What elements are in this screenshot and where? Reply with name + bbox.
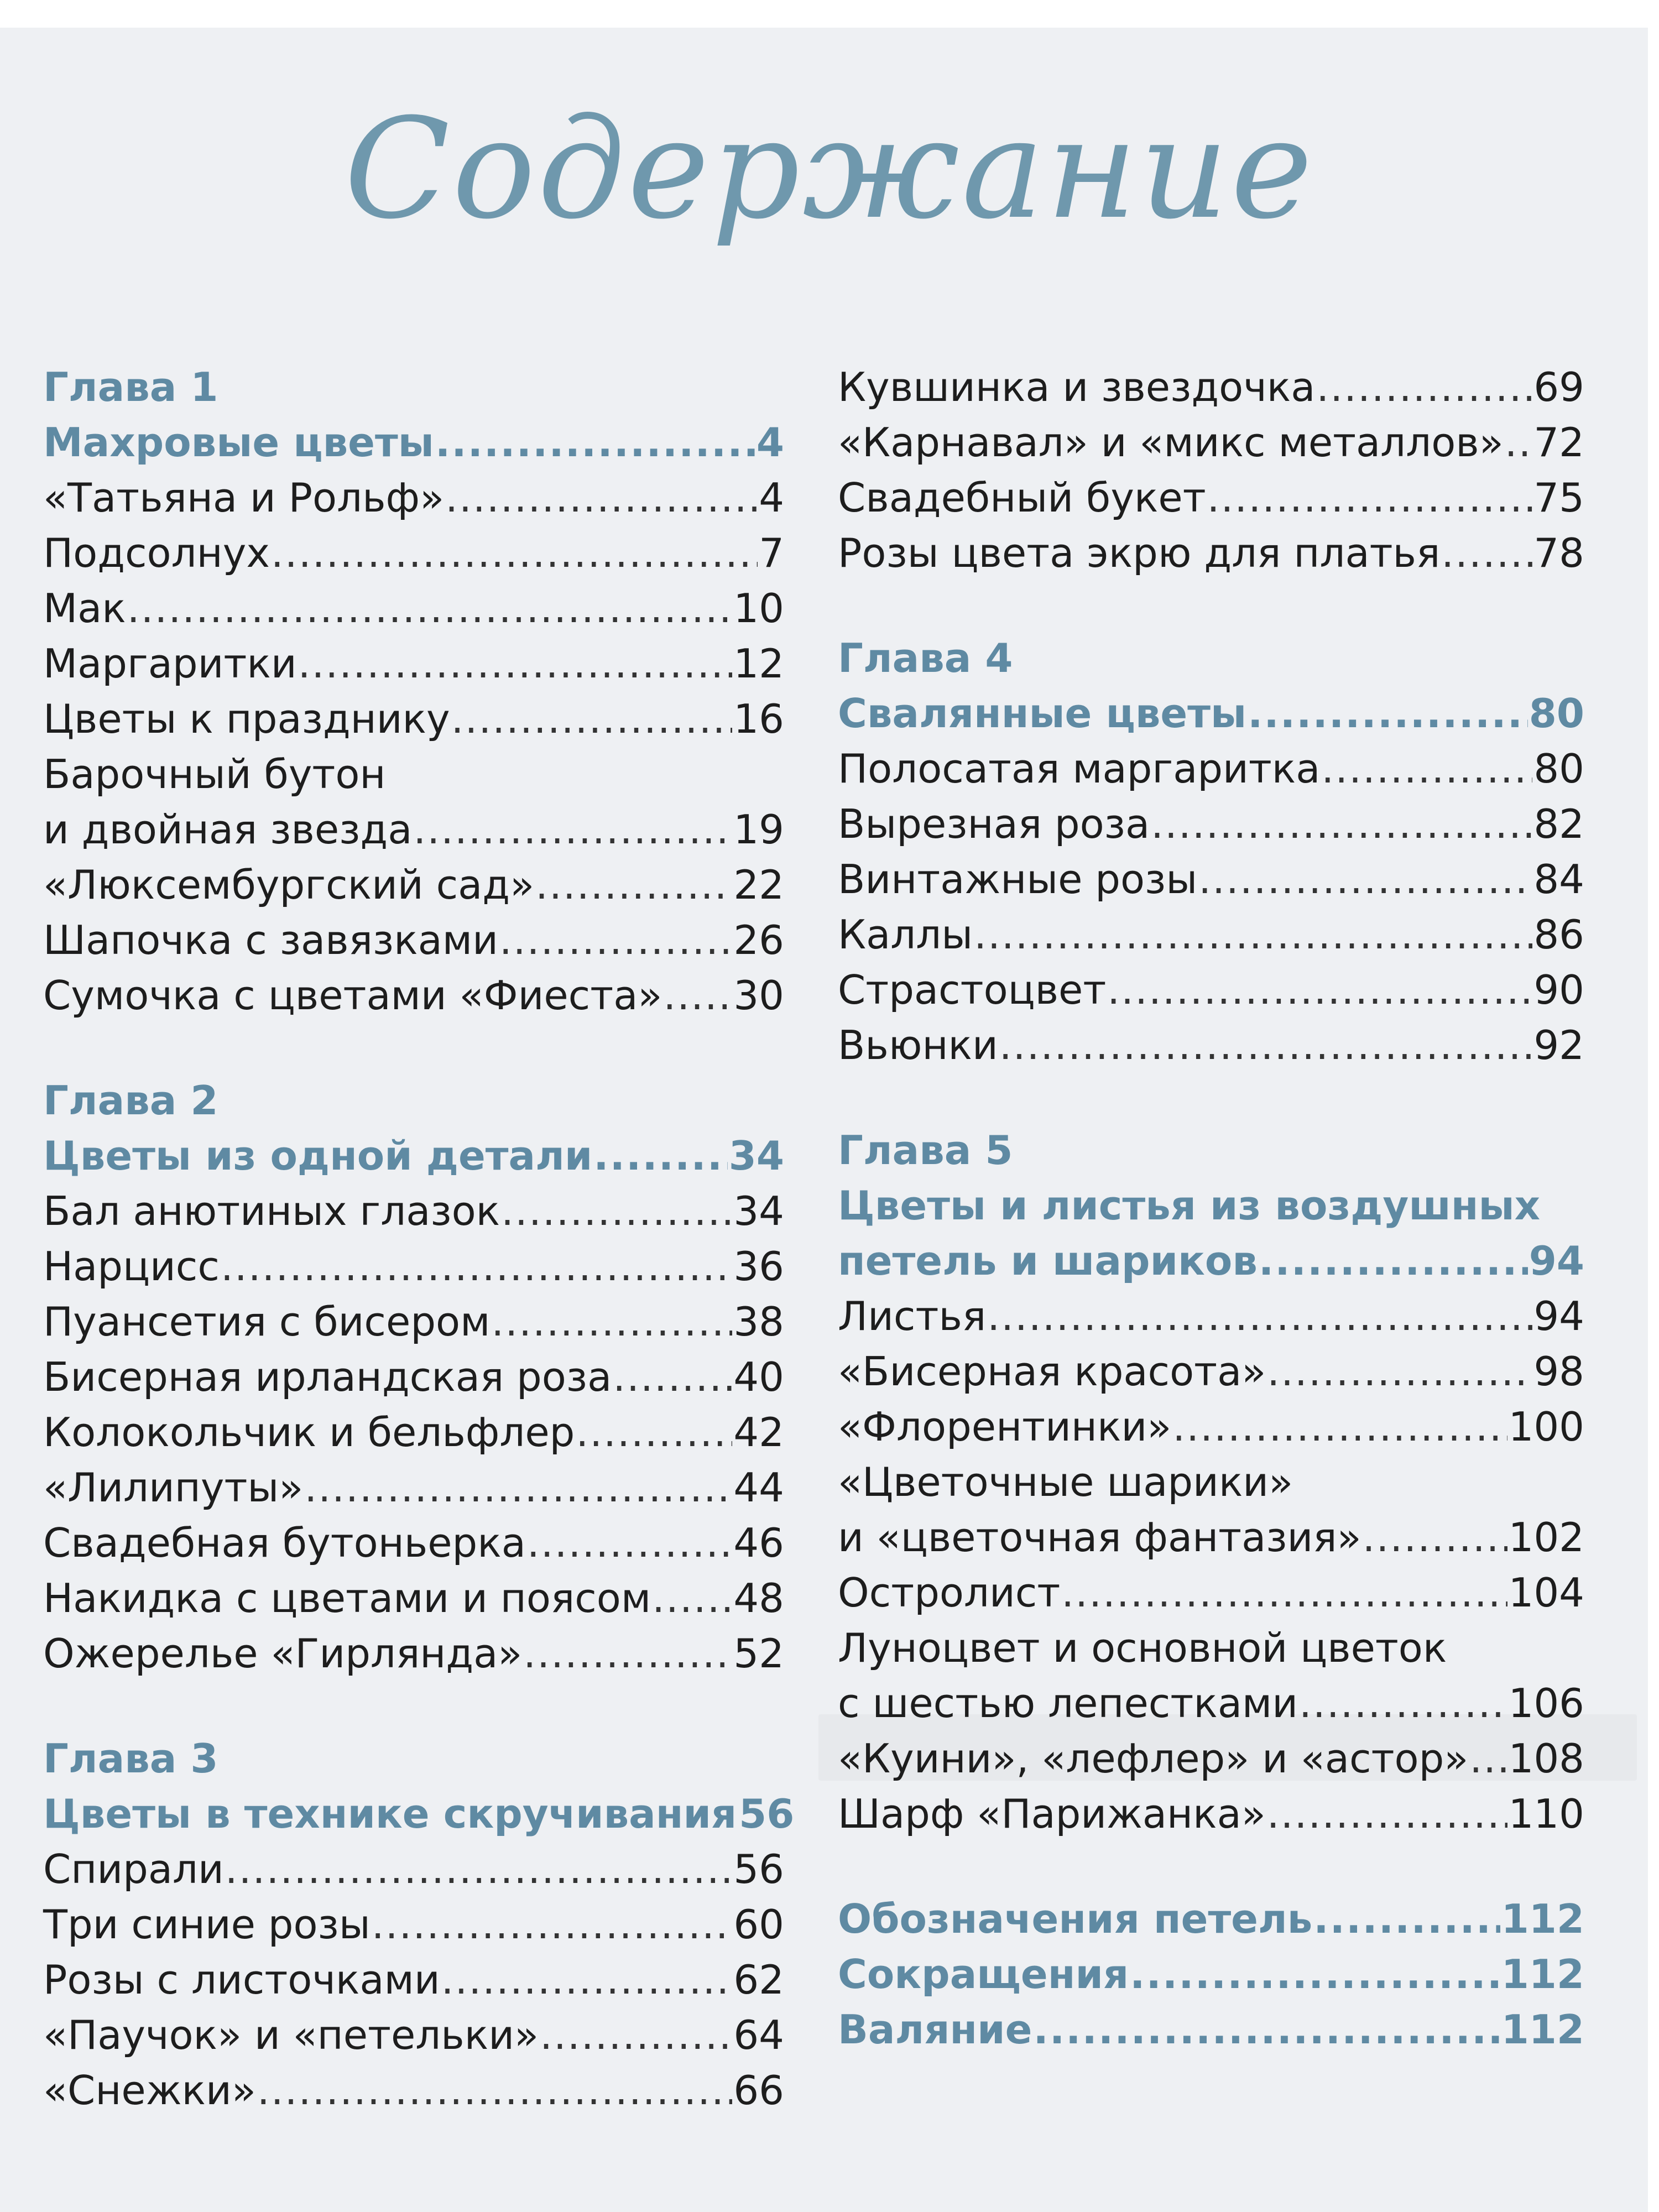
toc-entry[interactable]: [838, 1786, 1584, 1841]
toc-entry[interactable]: [838, 962, 1584, 1018]
dot-leader: [652, 1571, 732, 1626]
toc-entry[interactable]: [43, 470, 784, 525]
page-number: 106: [1508, 1680, 1584, 1726]
dot-leader: [127, 581, 733, 636]
page-number: 4: [759, 474, 784, 521]
toc-section[interactable]: [43, 1786, 795, 1841]
page-number: 112: [1501, 1951, 1584, 1997]
entry-title: Шапочка с завязками: [43, 917, 498, 963]
page-number: 86: [1533, 911, 1584, 958]
page-number: 69: [1533, 364, 1584, 410]
chapter-heading: Глава 2: [43, 1077, 218, 1124]
toc-entry[interactable]: [43, 2007, 784, 2063]
page-number: 66: [733, 2067, 784, 2114]
entry-title: Накидка с цветами и поясом: [43, 1575, 651, 1621]
dot-leader: [535, 857, 732, 912]
entry-title: Пуансетия с бисером: [43, 1298, 491, 1345]
page-number: 82: [1533, 801, 1584, 847]
entry-title: Розы цвета экрю для платья: [838, 530, 1441, 576]
page-number: 72: [1533, 419, 1584, 466]
page-number: 34: [733, 1188, 784, 1234]
page-number: 92: [1533, 1022, 1584, 1068]
page-number: 80: [1533, 745, 1584, 792]
toc-entry[interactable]: [43, 1183, 784, 1239]
entry-title: и «цветочная фантазия»: [838, 1514, 1361, 1561]
toc-entry[interactable]: [43, 1460, 784, 1515]
toc-entry[interactable]: [838, 1344, 1584, 1399]
dot-leader: [1061, 1565, 1507, 1620]
dot-leader: [1267, 1786, 1507, 1841]
toc-entry[interactable]: [43, 1515, 784, 1571]
entry-title: Страстоцвет: [838, 967, 1107, 1013]
entry-title: Свалянные цветы: [838, 690, 1247, 737]
entry-title: Свадебная бутоньерка: [43, 1520, 526, 1566]
page-number: 75: [1533, 474, 1584, 521]
chapter-gap: [838, 1073, 1584, 1123]
dot-leader: [1130, 1947, 1500, 2002]
entry-title: Бисерная ирландская роза: [43, 1354, 612, 1400]
toc-entry[interactable]: [838, 1565, 1584, 1620]
dot-leader: [372, 1897, 733, 1952]
dot-leader: [1313, 1891, 1500, 1947]
dot-leader: [1198, 852, 1532, 907]
entry-title: Луноцвет и основной цветок: [838, 1625, 1447, 1671]
dot-leader: [1469, 1731, 1507, 1786]
page-number: 42: [733, 1409, 784, 1455]
page-number: 4: [756, 419, 784, 466]
dot-leader: [451, 691, 733, 747]
entry-title: Каллы: [838, 911, 973, 958]
page-number: 7: [759, 530, 784, 576]
dot-leader: [1505, 415, 1533, 470]
toc-entry[interactable]: [43, 2063, 784, 2118]
dot-leader: [304, 1460, 732, 1515]
dot-leader: [1151, 796, 1532, 852]
entry-title: Шарф «Парижанка»: [838, 1791, 1266, 1837]
chapter-gap: [43, 1023, 784, 1073]
toc-entry[interactable]: [43, 857, 784, 912]
toc-left-column: [43, 359, 795, 2118]
toc-entry[interactable]: [43, 525, 784, 581]
dot-leader: [1363, 1510, 1507, 1565]
dot-leader: [540, 2007, 732, 2063]
toc-appendix-entry[interactable]: [838, 2002, 1584, 2057]
dot-leader: [974, 907, 1532, 962]
entry-title: Бал анютиных глазок: [43, 1188, 500, 1234]
entry-title: Полосатая маргаритка: [838, 745, 1321, 792]
page-number: 16: [733, 696, 784, 742]
toc-entry[interactable]: [43, 1405, 784, 1460]
page-number: 78: [1533, 530, 1584, 576]
entry-title: Листья: [838, 1293, 987, 1339]
toc-entry[interactable]: [838, 907, 1584, 962]
toc-appendix-entry[interactable]: [838, 1891, 1584, 1947]
page-number: 90: [1533, 967, 1584, 1013]
toc-entry[interactable]: [43, 581, 784, 636]
page-number: 94: [1528, 1238, 1584, 1284]
entry-title: Сумочка с цветами «Фиеста»: [43, 972, 662, 1019]
dot-leader: [271, 525, 758, 581]
toc-entry[interactable]: [838, 1731, 1584, 1786]
toc-entry[interactable]: [838, 1288, 1584, 1344]
page-number: 22: [733, 862, 784, 908]
toc-entry[interactable]: [838, 796, 1584, 852]
dot-leader: [1441, 525, 1532, 581]
page-number: 112: [1501, 2006, 1584, 2053]
entry-title: «Паучок» и «петельки»: [43, 2012, 539, 2058]
page-number: 104: [1508, 1569, 1584, 1616]
dot-leader: [491, 1294, 732, 1349]
page-number: 84: [1533, 856, 1584, 902]
page-number: 10: [733, 585, 784, 632]
dot-leader: [613, 1349, 732, 1405]
toc-entry[interactable]: [43, 1897, 784, 1952]
page-number: 52: [733, 1630, 784, 1677]
dot-leader: [1248, 686, 1528, 741]
toc-section-first-line[interactable]: [838, 1178, 1584, 1233]
dot-leader: [1172, 1399, 1507, 1454]
dot-leader: [1207, 470, 1533, 525]
entry-title: Мак: [43, 585, 126, 632]
toc-entry[interactable]: [43, 1239, 784, 1294]
entry-title: Цветы к празднику: [43, 696, 450, 742]
page-number: 112: [1501, 1896, 1584, 1942]
toc-section[interactable]: [838, 1233, 1584, 1288]
page-title: Содержание: [344, 88, 1315, 249]
entry-title: «Куини», «лефлер» и «астор»: [838, 1735, 1469, 1782]
entry-title: «Цветочные шарики»: [838, 1459, 1293, 1505]
dot-leader: [435, 415, 755, 470]
toc-entry[interactable]: [43, 802, 784, 857]
dot-leader: [527, 1515, 733, 1571]
dot-leader: [441, 1952, 733, 2007]
chapter-heading: Глава 4: [838, 635, 1013, 681]
toc-entry[interactable]: [43, 1626, 784, 1681]
entry-title: «Люксембургский сад»: [43, 862, 535, 908]
entry-title: с шестью лепестками: [838, 1680, 1298, 1726]
entry-title: Цветы из одной детали: [43, 1133, 593, 1179]
toc-entry[interactable]: [43, 1841, 784, 1897]
dot-leader: [523, 1626, 732, 1681]
page-number: 26: [733, 917, 784, 963]
toc-entry-first-line[interactable]: [838, 1620, 1584, 1676]
page-number: 46: [733, 1520, 784, 1566]
chapter-heading: Глава 1: [43, 364, 218, 410]
dot-leader: [221, 1239, 732, 1294]
entry-title: «Карнавал» и «микс металлов»: [838, 419, 1504, 466]
entry-title: Вырезная роза: [838, 801, 1150, 847]
toc-entry-first-line[interactable]: [838, 1454, 1584, 1510]
entry-title: Остролист: [838, 1569, 1061, 1616]
page-number: 48: [733, 1575, 784, 1621]
page-number: 40: [733, 1354, 784, 1400]
chapter-heading: Глава 3: [43, 1735, 218, 1782]
toc-section[interactable]: [43, 415, 784, 470]
toc-entry[interactable]: [43, 912, 784, 968]
toc-entry[interactable]: [838, 741, 1584, 796]
dot-leader: [225, 1841, 733, 1897]
entry-title: Кувшинка и звездочка: [838, 364, 1316, 410]
toc-entry[interactable]: [838, 1676, 1584, 1731]
entry-title: Винтажные розы: [838, 856, 1198, 902]
page-number: 80: [1528, 690, 1584, 737]
toc-right-column: [838, 359, 1584, 2057]
entry-title: Вьюнки: [838, 1022, 998, 1068]
page-number: 19: [733, 806, 784, 853]
entry-title: «Лилипуты»: [43, 1464, 304, 1511]
entry-title: «Татьяна и Рольф»: [43, 474, 445, 521]
toc-entry[interactable]: [43, 968, 784, 1023]
dot-leader: [999, 1018, 1533, 1073]
dot-leader: [298, 636, 733, 691]
toc-entry[interactable]: [43, 1349, 784, 1405]
page-number: 108: [1508, 1735, 1584, 1782]
entry-title: Маргаритки: [43, 640, 297, 687]
entry-title: Подсолнух: [43, 530, 270, 576]
entry-title: Цветы и листья из воздушных: [838, 1182, 1541, 1229]
chapter-heading: Глава 5: [838, 1127, 1013, 1173]
page-number: 62: [733, 1957, 784, 2003]
entry-title: Розы с листочками: [43, 1957, 440, 2003]
entry-title: Сокращения: [838, 1951, 1129, 1997]
page-number: 64: [733, 2012, 784, 2058]
toc-section[interactable]: [43, 1128, 784, 1183]
page-number: 44: [733, 1464, 784, 1511]
dot-leader: [1299, 1676, 1507, 1731]
dot-leader: [663, 968, 732, 1023]
dot-leader: [1267, 1344, 1532, 1399]
toc-appendix-entry[interactable]: [838, 1947, 1584, 2002]
page-number: 38: [733, 1298, 784, 1345]
dot-leader: [257, 2063, 732, 2118]
page-number: 102: [1508, 1514, 1584, 1561]
toc-entry[interactable]: [43, 691, 784, 747]
dot-leader: [499, 912, 732, 968]
toc-entry[interactable]: [838, 1510, 1584, 1565]
dot-leader: [987, 1288, 1532, 1344]
entry-title: Колокольчик и бельфлер: [43, 1409, 575, 1455]
toc-entry[interactable]: [838, 470, 1584, 525]
entry-title: Нарцисс: [43, 1243, 220, 1290]
toc-entry[interactable]: [43, 1294, 784, 1349]
dot-leader: [593, 1128, 728, 1183]
dot-leader: [1316, 359, 1532, 415]
entry-title: Махровые цветы: [43, 419, 434, 466]
dot-leader: [1033, 2002, 1500, 2057]
page-number: 98: [1533, 1348, 1584, 1395]
entry-title: Цветы в технике скручивания: [43, 1791, 737, 1837]
dot-leader: [576, 1405, 732, 1460]
page-number: 110: [1508, 1791, 1584, 1837]
page-number: 34: [728, 1133, 784, 1179]
entry-title: петель и шариков: [838, 1238, 1258, 1284]
toc-entry[interactable]: [43, 1571, 784, 1626]
toc-entry[interactable]: [43, 636, 784, 691]
toc-entry[interactable]: [838, 359, 1584, 415]
entry-title: Ожерелье «Гирлянда»: [43, 1630, 523, 1677]
toc-entry-first-line[interactable]: [43, 747, 784, 802]
toc-entry[interactable]: [43, 1952, 784, 2007]
entry-title: «Бисерная красота»: [838, 1348, 1266, 1395]
page-number: 94: [1533, 1293, 1584, 1339]
entry-title: «Флорентинки»: [838, 1404, 1172, 1450]
dot-leader: [445, 470, 758, 525]
page-number: 100: [1508, 1404, 1584, 1450]
toc-entry[interactable]: [838, 525, 1584, 581]
entry-title: Валяние: [838, 2006, 1032, 2053]
entry-title: «Снежки»: [43, 2067, 256, 2114]
page-number: 60: [733, 1901, 784, 1948]
dot-leader: [501, 1183, 732, 1239]
page-top-edge: [0, 0, 1659, 28]
toc-section[interactable]: [838, 686, 1584, 741]
page-number: 56: [733, 1846, 784, 1892]
page-number: 30: [733, 972, 784, 1019]
dot-leader: [413, 802, 732, 857]
dot-leader: [1107, 962, 1532, 1018]
toc-entry[interactable]: [838, 1399, 1584, 1454]
toc-entry[interactable]: [838, 852, 1584, 907]
toc-entry[interactable]: [838, 1018, 1584, 1073]
entry-title: Спирали: [43, 1846, 224, 1892]
entry-title: Три синие розы: [43, 1901, 371, 1948]
entry-title: Барочный бутон: [43, 751, 386, 797]
chapter-gap: [838, 1841, 1584, 1891]
chapter-gap: [43, 1681, 784, 1731]
entry-title: Свадебный букет: [838, 474, 1206, 521]
chapter-gap: [838, 581, 1584, 630]
page-number: 36: [733, 1243, 784, 1290]
toc-entry[interactable]: [838, 415, 1584, 470]
dot-leader: [1259, 1233, 1528, 1288]
entry-title: и двойная звезда: [43, 806, 413, 853]
dot-leader: [1321, 741, 1532, 796]
page-number: 56: [739, 1791, 795, 1837]
page-number: 12: [733, 640, 784, 687]
entry-title: Обозначения петель: [838, 1896, 1313, 1942]
page-right-edge: [1648, 0, 1659, 2212]
